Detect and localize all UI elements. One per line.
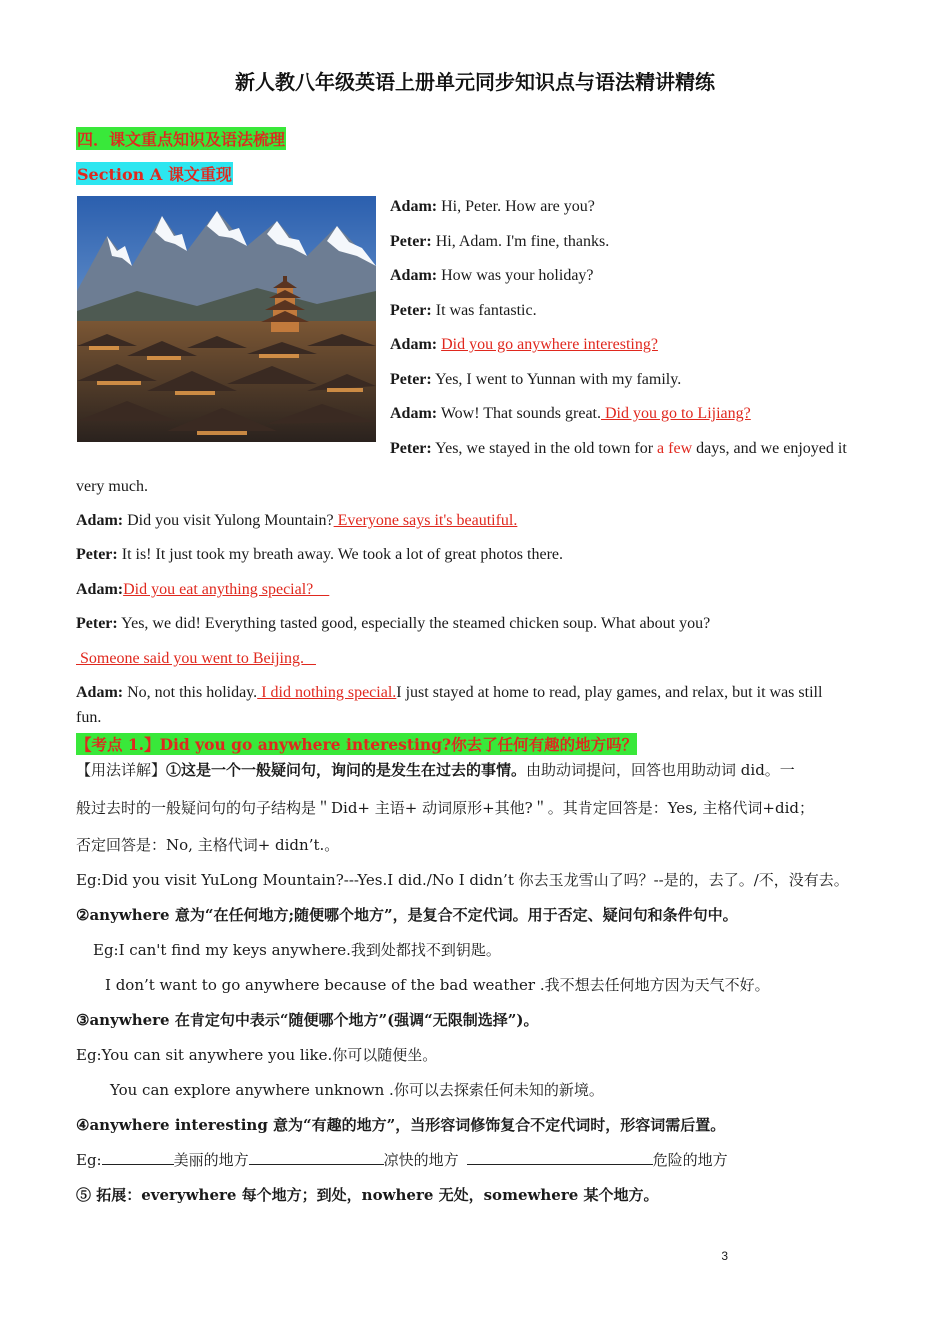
dialogue-text: Yes, we stayed in the old town for — [431, 440, 658, 457]
usage-point-3: ③anywhere 在肯定句中表示“随便哪个地方”(强调“无限制选择”)。 — [76, 1011, 539, 1029]
dialogue-line-8 — [390, 440, 847, 458]
speaker: Adam: — [76, 512, 124, 529]
dialogue-text: Did you visit Yulong Mountain? — [123, 512, 334, 529]
speaker: Adam: — [76, 581, 124, 598]
dialogue-line-13 — [76, 650, 316, 668]
dialogue-line-10 — [76, 546, 563, 564]
dialogue-line-2 — [390, 233, 609, 251]
answer-blank-1[interactable] — [102, 1149, 174, 1165]
answer-blank-2[interactable] — [249, 1149, 384, 1165]
key-point-heading: 【考点 1.】Did you go anywhere interesting?你去了任何有趣的地方吗？ — [76, 735, 638, 754]
highlighted-phrase: Everyone says it's beautiful. — [333, 512, 518, 529]
dialogue-text: It is! It just took my breath away. We took a lot of great photos there. — [117, 546, 564, 563]
blank-hint: 美丽的地方 — [173, 1151, 249, 1169]
speaker: Peter: — [76, 546, 118, 563]
dialogue-text: days, and we enjoyed it — [692, 440, 847, 457]
usage-paragraph-1 — [76, 759, 795, 780]
speaker: Peter: — [390, 440, 432, 457]
example-4-fill-blanks — [76, 1149, 728, 1170]
example-2b: I don’t want to go anywhere because of the bad weather .我不想去任何地方因为天气不好。 — [105, 976, 770, 994]
example-prefix: Eg: — [76, 1151, 102, 1169]
section-heading-a — [76, 162, 233, 185]
speaker: Peter: — [390, 302, 432, 319]
dialogue-line-5 — [390, 336, 658, 354]
dialogue-text: Yes, we did! Everything tasted good, especially the steamed chicken soup. What about you? — [117, 615, 711, 632]
usage-point-2: ②anywhere 意为“在任何地方;随便哪个地方”，是复合不定代词。用于否定、疑问句和条件句中。 — [76, 906, 738, 924]
dialogue-text: Yes, I went to Yunnan with my family. — [431, 371, 682, 388]
usage-paragraph-1-line-3: 否定回答是：No, 主格代词+ didn’t.。 — [76, 836, 340, 854]
usage-paragraph-1-line-2: 般过去时的一般疑问句的句子结构是＂Did+ 主语+ 动词原形+其他?＂。其肯定回答是：Yes, 主格代词+did； — [76, 799, 814, 817]
dialogue-line-7 — [390, 405, 751, 423]
dialogue-line-6 — [390, 371, 681, 389]
dialogue-line-1 — [390, 198, 595, 216]
speaker: Adam: — [76, 684, 124, 701]
dialogue-line-14 — [76, 684, 822, 702]
speaker: Peter: — [76, 615, 118, 632]
usage-text: 由助动词提问，回答也用助动词 did。一 — [526, 761, 795, 779]
example-3b: You can explore anywhere unknown .你可以去探索任何未知的新境。 — [110, 1081, 604, 1099]
highlighted-phrase: Did you go to Lijiang? — [600, 405, 751, 422]
highlighted-phrase: Did you eat anything special? — [123, 581, 330, 598]
dialogue-text: No, not this holiday. — [123, 684, 258, 701]
speaker: Adam: — [390, 267, 438, 284]
speaker: Peter: — [390, 233, 432, 250]
dialogue-line-11 — [76, 581, 329, 599]
dialogue-line-8-continued: very much. — [76, 478, 148, 495]
speaker: Adam: — [390, 198, 438, 215]
example-3a: Eg:You can sit anywhere you like.你可以随便坐。 — [76, 1046, 438, 1064]
dialogue-text: I just stayed at home to read, play games, and relax, but it was still — [396, 684, 823, 701]
dialogue-line-9 — [76, 512, 517, 530]
usage-point-4: ④anywhere interesting 意为“有趣的地方”，当形容词修饰复合不定代词时，形容词需后置。 — [76, 1116, 726, 1134]
dialogue-text: It was fantastic. — [431, 302, 537, 319]
section-heading-four: 四．课文重点知识及语法梳理 — [76, 127, 286, 150]
highlighted-phrase: Someone said you went to Beijing. — [76, 650, 316, 667]
usage-label: 【用法详解】 — [76, 761, 167, 779]
dialogue-line-4 — [390, 302, 537, 320]
speaker: Peter: — [390, 371, 432, 388]
usage-point-5: ⑤ 拓展：everywhere 每个地方；到处，nowhere 无处，somewhere 某个地方。 — [76, 1186, 659, 1204]
blank-hint: 危险的地方 — [652, 1151, 728, 1169]
section-a-suffix: 课文重现 — [167, 165, 232, 184]
dialogue-text: Hi, Adam. I'm fine, thanks. — [431, 233, 610, 250]
answer-blank-3[interactable] — [467, 1149, 653, 1165]
usage-bold-text: ①这是一个一般疑问句，询问的是发生在过去的事情。 — [166, 761, 527, 779]
dialogue-line-3 — [390, 267, 594, 285]
dialogue-line-12 — [76, 615, 710, 633]
dialogue-text: Wow! That sounds great. — [437, 405, 601, 422]
highlighted-phrase: Did you go anywhere interesting? — [441, 336, 658, 353]
example-1: Eg:Did you visit YuLong Mountain?---Yes.I did./No I didn’t 你去玉龙雪山了吗？--是的，去了。/不，没有去。 — [76, 871, 849, 889]
page-title: 新人教八年级英语上册单元同步知识点与语法精讲精练 — [235, 70, 715, 94]
lijiang-photo — [77, 196, 376, 442]
speaker: Adam: — [390, 405, 438, 422]
section-a-label: Section A — [77, 165, 163, 184]
speaker: Adam: — [390, 336, 438, 353]
highlighted-phrase: I did nothing special. — [257, 684, 397, 701]
dialogue-text: How was your holiday? — [437, 267, 594, 284]
highlighted-phrase: a few — [657, 440, 693, 457]
dialogue-line-14-continued: fun. — [76, 709, 102, 726]
dialogue-text: Hi, Peter. How are you? — [437, 198, 595, 215]
page-number: 3 — [721, 1249, 728, 1263]
blank-hint: 凉快的地方 — [383, 1151, 459, 1169]
example-2a: Eg:I can't find my keys anywhere.我到处都找不到钥匙。 — [93, 941, 501, 959]
lijiang-photo-illustration — [77, 196, 376, 442]
